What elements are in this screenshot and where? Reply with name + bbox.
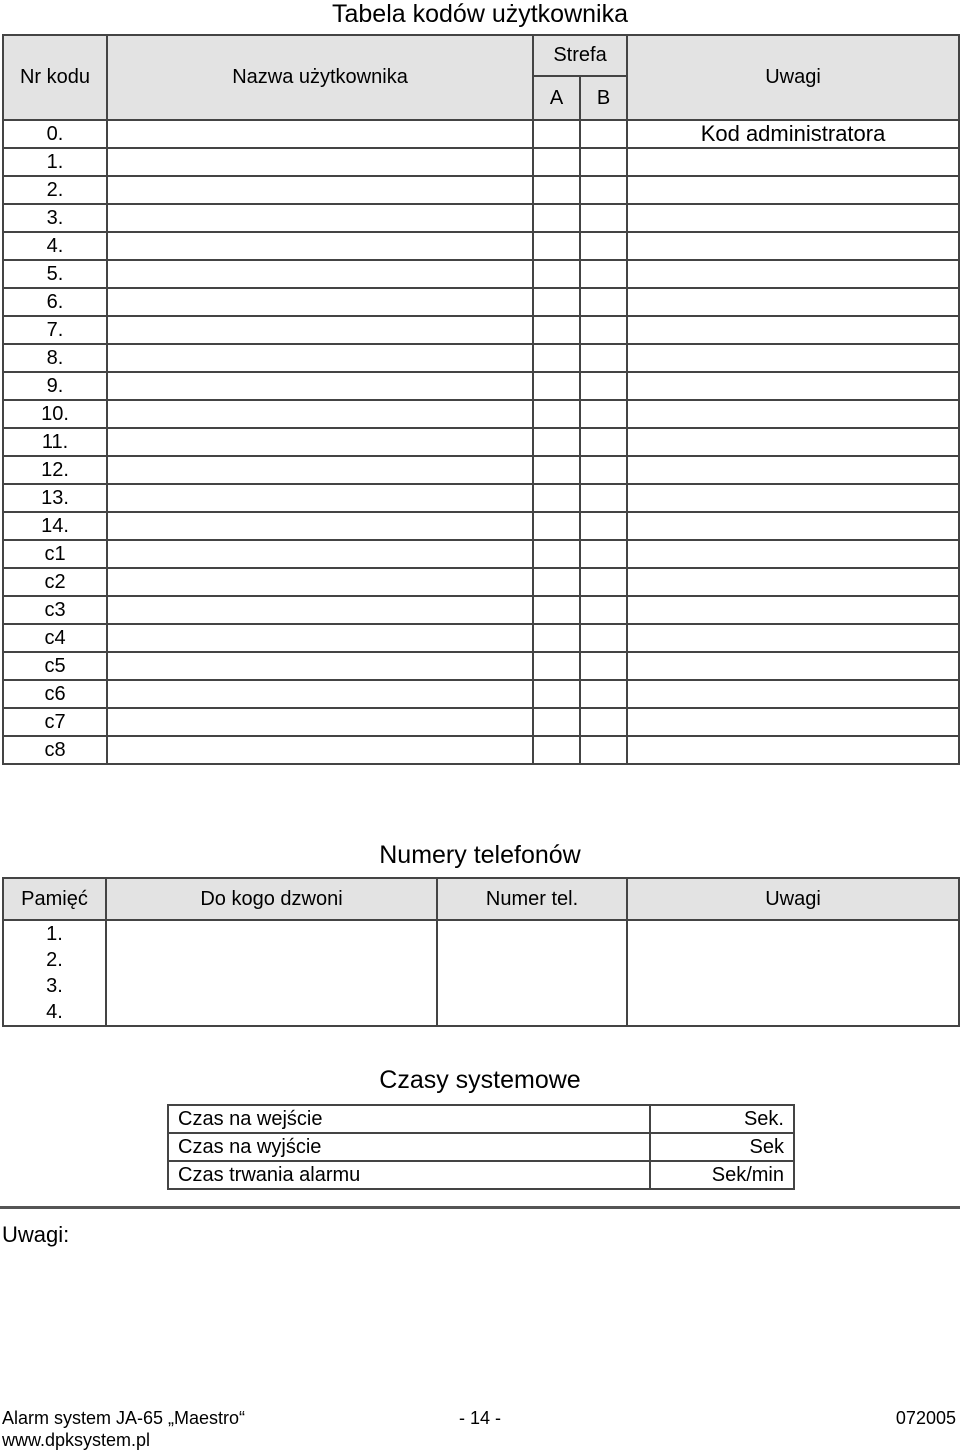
zone-b-cell[interactable] [580, 232, 627, 260]
zone-a-cell[interactable] [533, 680, 580, 708]
divider-line [0, 1206, 960, 1209]
user-name-cell[interactable] [107, 708, 533, 736]
table-row [3, 232, 959, 260]
zone-a-cell[interactable] [533, 652, 580, 680]
table-row [3, 736, 959, 764]
remark-cell[interactable] [627, 400, 959, 428]
zone-b-cell[interactable] [580, 176, 627, 204]
header-phone-remarks: Uwagi [627, 878, 959, 920]
user-name-cell[interactable] [107, 316, 533, 344]
code-number-cell: 4. [3, 232, 107, 260]
code-number-cell: 0. [3, 120, 107, 148]
user-name-cell[interactable] [107, 736, 533, 764]
code-number-cell: c4 [3, 624, 107, 652]
remark-cell[interactable] [627, 652, 959, 680]
code-number-cell: 13. [3, 484, 107, 512]
phone-remark-cell[interactable] [627, 973, 959, 999]
zone-a-cell[interactable] [533, 120, 580, 148]
code-number-cell: 10. [3, 400, 107, 428]
time-unit[interactable]: Sek/min [650, 1161, 794, 1189]
user-name-cell[interactable] [107, 288, 533, 316]
number-cell[interactable] [437, 999, 627, 1026]
time-label: Czas na wejście [168, 1105, 650, 1133]
user-name-cell[interactable] [107, 596, 533, 624]
user-name-cell[interactable] [107, 232, 533, 260]
code-number-cell: 3. [3, 204, 107, 232]
remark-cell[interactable] [627, 708, 959, 736]
code-number-cell: 11. [3, 428, 107, 456]
user-name-cell[interactable] [107, 540, 533, 568]
zone-a-cell[interactable] [533, 288, 580, 316]
zone-b-cell[interactable] [580, 736, 627, 764]
table-row [3, 316, 959, 344]
code-number-cell: 12. [3, 456, 107, 484]
table-row [3, 596, 959, 624]
zone-b-cell[interactable] [580, 260, 627, 288]
zone-a-cell[interactable] [533, 372, 580, 400]
notes-label: Uwagi: [2, 1222, 70, 1247]
header-zone: Strefa [533, 35, 627, 76]
zone-b-cell[interactable] [580, 484, 627, 512]
footer-doc-code: 072005 [895, 1408, 956, 1428]
system-times-body [168, 1105, 794, 1189]
table-row [3, 288, 959, 316]
user-name-cell[interactable] [107, 456, 533, 484]
header-code-number: Nr kodu [3, 35, 107, 120]
phone-remark-cell[interactable] [627, 947, 959, 973]
remark-cell[interactable] [627, 456, 959, 484]
zone-a-cell[interactable] [533, 708, 580, 736]
code-number-cell: 8. [3, 344, 107, 372]
footer-website: www.dpksystem.pl [2, 1430, 151, 1450]
zone-b-cell[interactable] [580, 148, 627, 176]
table-row [168, 1161, 794, 1189]
user-name-cell[interactable] [107, 568, 533, 596]
table-row [3, 512, 959, 540]
footer-page-number: - 14 - [458, 1408, 501, 1428]
table-row [3, 947, 959, 973]
table-row [3, 652, 959, 680]
zone-a-cell[interactable] [533, 260, 580, 288]
code-number-cell: c2 [3, 568, 107, 596]
zone-b-cell[interactable] [580, 316, 627, 344]
table-row [168, 1105, 794, 1133]
table-row [3, 484, 959, 512]
memory-slot-cell: 3. [3, 973, 106, 999]
zone-b-cell[interactable] [580, 400, 627, 428]
remark-cell[interactable] [627, 680, 959, 708]
table-row [3, 680, 959, 708]
table-row [3, 708, 959, 736]
zone-a-cell[interactable] [533, 568, 580, 596]
remark-cell[interactable] [627, 596, 959, 624]
remark-cell[interactable] [627, 288, 959, 316]
remark-cell[interactable] [627, 260, 959, 288]
code-number-cell: c6 [3, 680, 107, 708]
user-name-cell[interactable] [107, 512, 533, 540]
user-name-cell[interactable] [107, 176, 533, 204]
header-zone-b: B [580, 76, 627, 120]
zone-b-cell[interactable] [580, 204, 627, 232]
phone-numbers-table [2, 877, 960, 1027]
zone-b-cell[interactable] [580, 540, 627, 568]
user-name-cell[interactable] [107, 344, 533, 372]
table-row [168, 1133, 794, 1161]
code-number-cell: 2. [3, 176, 107, 204]
user-codes-table [2, 34, 960, 765]
code-number-cell: 9. [3, 372, 107, 400]
zone-b-cell[interactable] [580, 652, 627, 680]
zone-b-cell[interactable] [580, 512, 627, 540]
remark-cell[interactable] [627, 540, 959, 568]
header-remarks: Uwagi [627, 35, 959, 120]
whom-cell[interactable] [106, 973, 437, 999]
user-name-cell[interactable] [107, 204, 533, 232]
user-name-cell[interactable] [107, 484, 533, 512]
zone-b-cell[interactable] [580, 568, 627, 596]
user-name-cell[interactable] [107, 372, 533, 400]
number-cell[interactable] [437, 947, 627, 973]
zone-b-cell[interactable] [580, 624, 627, 652]
zone-b-cell[interactable] [580, 120, 627, 148]
zone-a-cell[interactable] [533, 316, 580, 344]
remark-cell[interactable]: Kod administratora [627, 120, 959, 148]
table-row [3, 344, 959, 372]
zone-b-cell[interactable] [580, 372, 627, 400]
code-number-cell: c1 [3, 540, 107, 568]
remark-cell[interactable] [627, 568, 959, 596]
remark-cell[interactable] [627, 204, 959, 232]
phone-remark-cell[interactable] [627, 920, 959, 947]
header-number: Numer tel. [437, 878, 627, 920]
zone-a-cell[interactable] [533, 176, 580, 204]
code-number-cell: 6. [3, 288, 107, 316]
remark-cell[interactable] [627, 344, 959, 372]
table-row [3, 400, 959, 428]
table-row [3, 973, 959, 999]
remark-cell[interactable] [627, 484, 959, 512]
header-zone-a: A [533, 76, 580, 120]
zone-b-cell[interactable] [580, 428, 627, 456]
table-row [3, 999, 959, 1026]
zone-b-cell[interactable] [580, 708, 627, 736]
system-times-table [167, 1104, 795, 1190]
table-row [3, 540, 959, 568]
time-unit[interactable]: Sek. [650, 1105, 794, 1133]
remark-cell[interactable] [627, 372, 959, 400]
number-cell[interactable] [437, 973, 627, 999]
table-row [3, 120, 959, 148]
zone-a-cell[interactable] [533, 624, 580, 652]
memory-slot-cell: 4. [3, 999, 106, 1026]
zone-a-cell[interactable] [533, 400, 580, 428]
zone-a-cell[interactable] [533, 456, 580, 484]
zone-b-cell[interactable] [580, 344, 627, 372]
user-name-cell[interactable] [107, 624, 533, 652]
whom-cell[interactable] [106, 947, 437, 973]
time-label: Czas trwania alarmu [168, 1161, 650, 1189]
phone-numbers-title: Numery telefonów [379, 841, 581, 869]
zone-a-cell[interactable] [533, 344, 580, 372]
user-name-cell[interactable] [107, 120, 533, 148]
footer-product: Alarm system JA-65 „Maestro“ [2, 1408, 246, 1428]
phone-remark-cell[interactable] [627, 999, 959, 1026]
table-row [3, 260, 959, 288]
user-name-cell[interactable] [107, 148, 533, 176]
zone-b-cell[interactable] [580, 680, 627, 708]
table-row [3, 204, 959, 232]
user-codes-title: Tabela kodów użytkownika [332, 0, 628, 28]
user-name-cell[interactable] [107, 400, 533, 428]
table-row [3, 568, 959, 596]
remark-cell[interactable] [627, 512, 959, 540]
header-memory: Pamięć [3, 878, 106, 920]
time-label: Czas na wyjście [168, 1133, 650, 1161]
code-number-cell: c7 [3, 708, 107, 736]
zone-a-cell[interactable] [533, 540, 580, 568]
zone-b-cell[interactable] [580, 456, 627, 484]
zone-a-cell[interactable] [533, 484, 580, 512]
table-row [3, 176, 959, 204]
zone-b-cell[interactable] [580, 596, 627, 624]
number-cell[interactable] [437, 920, 627, 947]
code-number-cell: 1. [3, 148, 107, 176]
table-row [3, 148, 959, 176]
code-number-cell: c5 [3, 652, 107, 680]
user-codes-body [3, 120, 959, 764]
user-name-cell[interactable] [107, 260, 533, 288]
code-number-cell: 14. [3, 512, 107, 540]
remark-cell[interactable] [627, 176, 959, 204]
memory-slot-cell: 2. [3, 947, 106, 973]
zone-a-cell[interactable] [533, 148, 580, 176]
user-name-cell[interactable] [107, 680, 533, 708]
table-row [3, 428, 959, 456]
zone-a-cell[interactable] [533, 512, 580, 540]
table-row [3, 456, 959, 484]
table-row [3, 372, 959, 400]
user-name-cell[interactable] [107, 428, 533, 456]
remark-cell[interactable] [627, 736, 959, 764]
zone-a-cell[interactable] [533, 736, 580, 764]
user-name-cell[interactable] [107, 652, 533, 680]
header-user-name: Nazwa użytkownika [107, 35, 533, 120]
code-number-cell: 7. [3, 316, 107, 344]
code-number-cell: c8 [3, 736, 107, 764]
remark-cell[interactable] [627, 428, 959, 456]
remark-cell[interactable] [627, 624, 959, 652]
code-number-cell: 5. [3, 260, 107, 288]
zone-a-cell[interactable] [533, 232, 580, 260]
zone-a-cell[interactable] [533, 204, 580, 232]
system-times-title: Czasy systemowe [379, 1066, 581, 1094]
code-number-cell: c3 [3, 596, 107, 624]
table-row [3, 624, 959, 652]
zone-a-cell[interactable] [533, 596, 580, 624]
zone-a-cell[interactable] [533, 428, 580, 456]
remark-cell[interactable] [627, 316, 959, 344]
time-unit[interactable]: Sek [650, 1133, 794, 1161]
phone-numbers-body [3, 920, 959, 1026]
whom-cell[interactable] [106, 920, 437, 947]
remark-cell[interactable] [627, 232, 959, 260]
zone-b-cell[interactable] [580, 288, 627, 316]
table-row [3, 920, 959, 947]
memory-slot-cell: 1. [3, 920, 106, 947]
remark-cell[interactable] [627, 148, 959, 176]
whom-cell[interactable] [106, 999, 437, 1026]
header-whom: Do kogo dzwoni [106, 878, 437, 920]
